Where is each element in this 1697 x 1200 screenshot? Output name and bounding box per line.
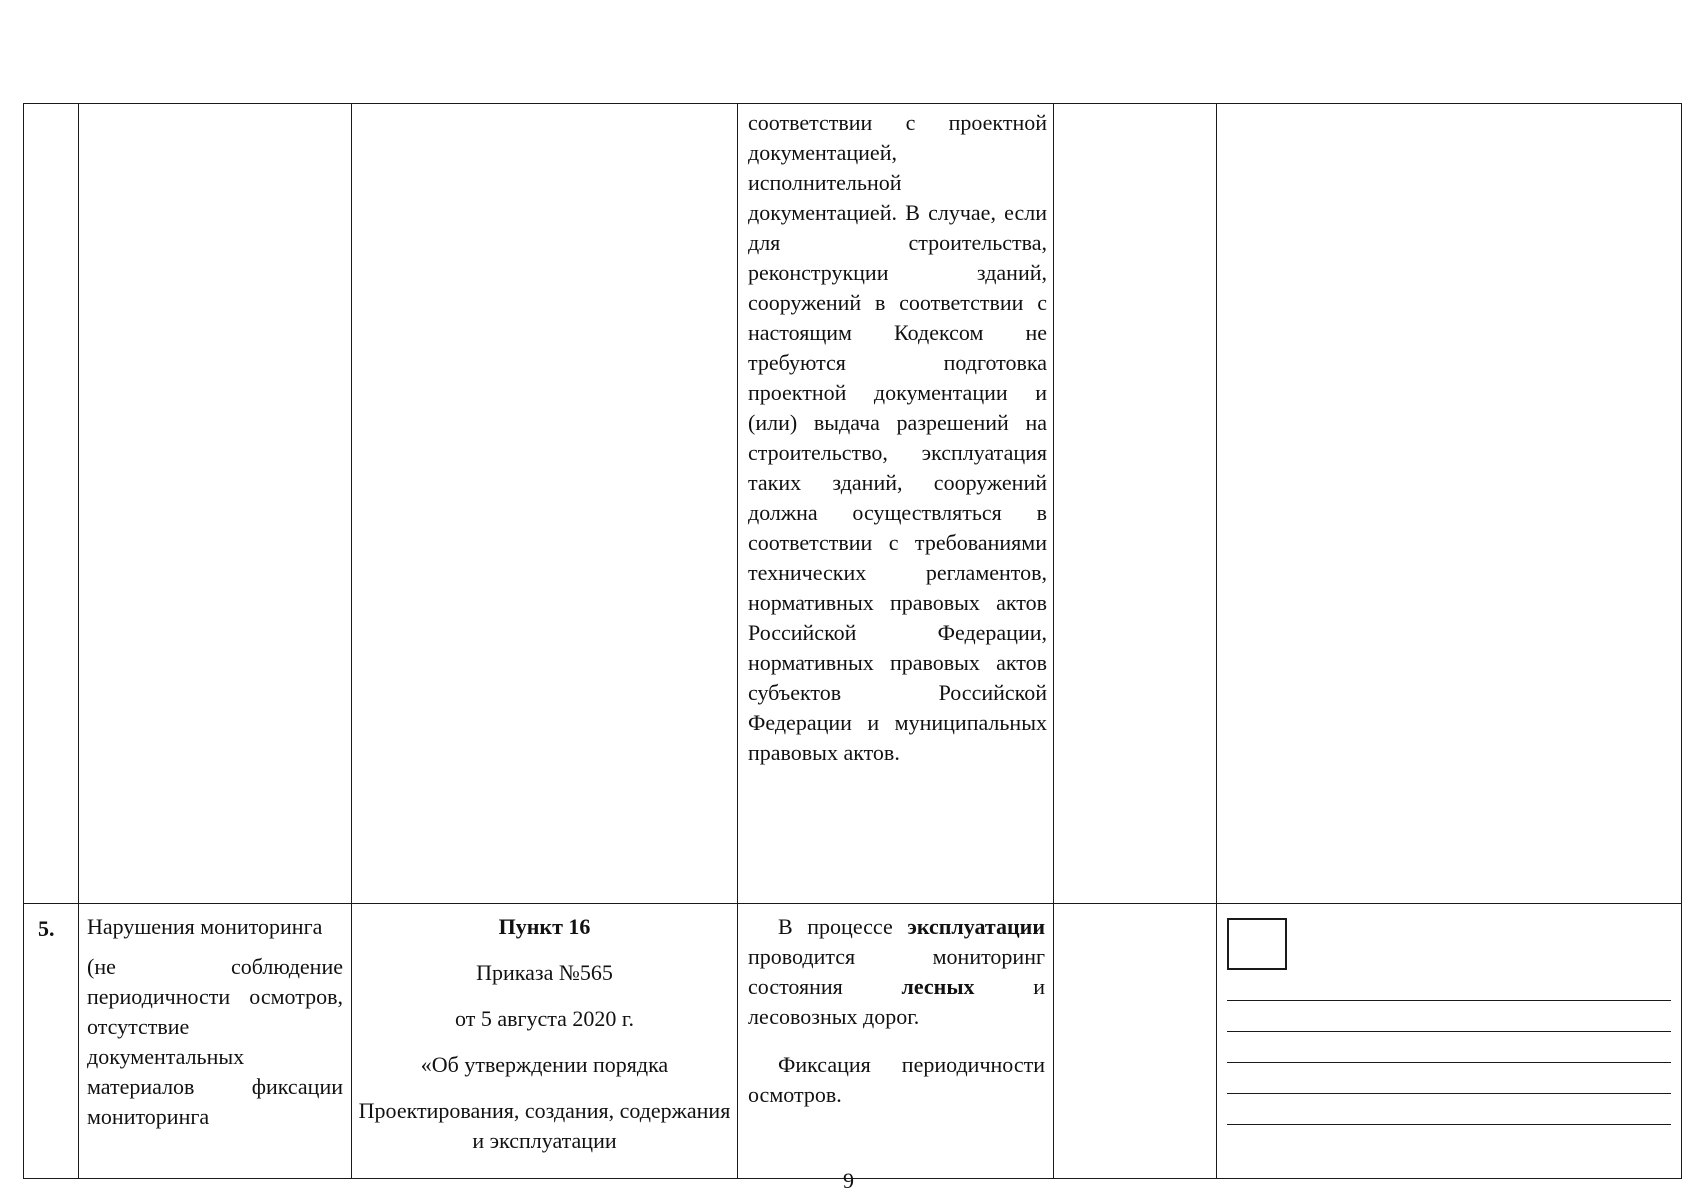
answer-line[interactable] bbox=[1227, 1094, 1671, 1125]
cell-empty bbox=[1054, 904, 1217, 1179]
checkbox[interactable] bbox=[1227, 918, 1287, 970]
description-fixation: Фиксация периодичности осмотров. bbox=[748, 1052, 1045, 1107]
reference-date: от 5 августа 2020 г. bbox=[455, 1006, 634, 1031]
answer-lines bbox=[1227, 970, 1671, 1125]
continuation-text: соответствии с проектной документацией, исполнительной документацией. В случае, если для строительства, реконструкции зданий, сооружений в соответствии с настоящим Кодексом не требуются подготовка проектной документации и (или) выдача разрешений на строительство, эксплуатация таких зданий, сооружений должна осуществляться в соответствии с требованиями технических регламентов, нормативных правовых актов Российской Федерации, нормативных правовых актов субъектов Российской Федерации и муниципальных правовых актов. bbox=[748, 110, 1047, 765]
table-row bbox=[24, 904, 1682, 1179]
answer-line[interactable] bbox=[1227, 1032, 1671, 1063]
cell-violation bbox=[79, 904, 352, 1179]
cell-empty bbox=[1054, 104, 1217, 904]
table-row bbox=[24, 104, 1682, 904]
violation-detail: (не соблюдение периодичности осмотров, отсутствие документальных материалов фиксации мониторинга bbox=[87, 954, 343, 1129]
answer-line[interactable] bbox=[1227, 970, 1671, 1001]
cell-violation bbox=[79, 104, 352, 904]
cell-reference bbox=[352, 104, 738, 904]
row-number: 5. bbox=[38, 916, 55, 941]
reference-title-line1: «Об утверждении порядка bbox=[420, 1052, 669, 1077]
reference-point: Пункт 16 bbox=[498, 914, 591, 939]
continuation-text-block bbox=[738, 104, 1053, 768]
cell-content bbox=[738, 104, 1054, 904]
answer-line[interactable] bbox=[1227, 1063, 1671, 1094]
cell-content bbox=[738, 904, 1054, 1179]
violation-title: Нарушения мониторинга bbox=[87, 914, 323, 939]
cell-check bbox=[1217, 904, 1682, 1179]
cell-reference bbox=[352, 904, 738, 1179]
reference-title-line2: Проектирования, создания, содержания и эксплуатации bbox=[358, 1098, 731, 1153]
cell-check bbox=[1217, 104, 1682, 904]
reference-order: Приказа №565 bbox=[476, 960, 613, 985]
description-paragraph: В процессе эксплуатации проводится мониторинг состояния лесных и лесовозных дорог. bbox=[748, 914, 1045, 1029]
cell-number bbox=[24, 104, 79, 904]
answer-line[interactable] bbox=[1227, 1001, 1671, 1032]
cell-number bbox=[24, 904, 79, 1179]
requirements-table bbox=[23, 103, 1682, 1179]
page-number: 9 bbox=[843, 1168, 854, 1193]
